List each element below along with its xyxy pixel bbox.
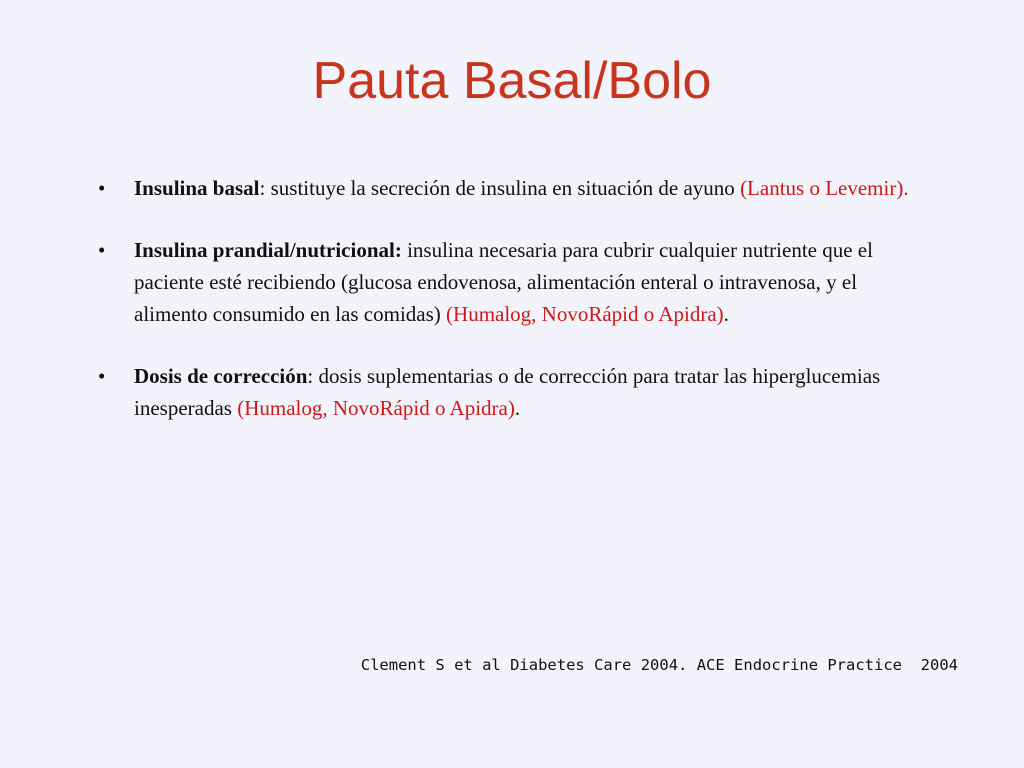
bullet-dot-icon: • xyxy=(98,238,106,262)
bullet-term: Insulina prandial/nutricional: xyxy=(134,238,402,262)
bullet-tail: . xyxy=(514,396,521,420)
slide-title: Pauta Basal/Bolo xyxy=(312,52,712,110)
bullet-brands: (Lantus o Levemir). xyxy=(740,176,909,200)
bullet-tail: . xyxy=(723,302,729,326)
bullet-term: Insulina basal xyxy=(134,176,260,200)
bullet-item-prandial xyxy=(98,234,918,330)
bullet-brands: (Humalog, NovoRápid o Apidra) xyxy=(237,396,515,420)
bullet-term: Dosis de corrección xyxy=(134,364,308,388)
bullet-brands: (Humalog, NovoRápid o Apidra) xyxy=(446,302,724,326)
bullet-item-correction xyxy=(98,360,918,424)
bullet-separator: : xyxy=(307,364,319,388)
bullet-dot-icon: • xyxy=(98,176,106,200)
bullet-text: dosis suplementarias o de corrección para tratar las hiperglucemias inesperadas xyxy=(134,364,881,420)
bullet-separator: : xyxy=(259,176,271,200)
bullet-text: insulina necesaria para cubrir cualquier nutriente que el paciente esté recibiendo (glucosa endovenosa, alimentación enteral o intravenosa, y el alimento consumido en las comidas) xyxy=(134,238,873,326)
citation: Clement S et al Diabetes Care 2004. ACE Endocrine Practice 2004 xyxy=(360,656,958,674)
bullet-item-basal xyxy=(98,172,918,204)
bullet-dot-icon: • xyxy=(98,364,106,388)
bullet-text: sustituye la secreción de insulina en situación de ayuno xyxy=(270,176,741,200)
bullet-list xyxy=(98,172,918,454)
